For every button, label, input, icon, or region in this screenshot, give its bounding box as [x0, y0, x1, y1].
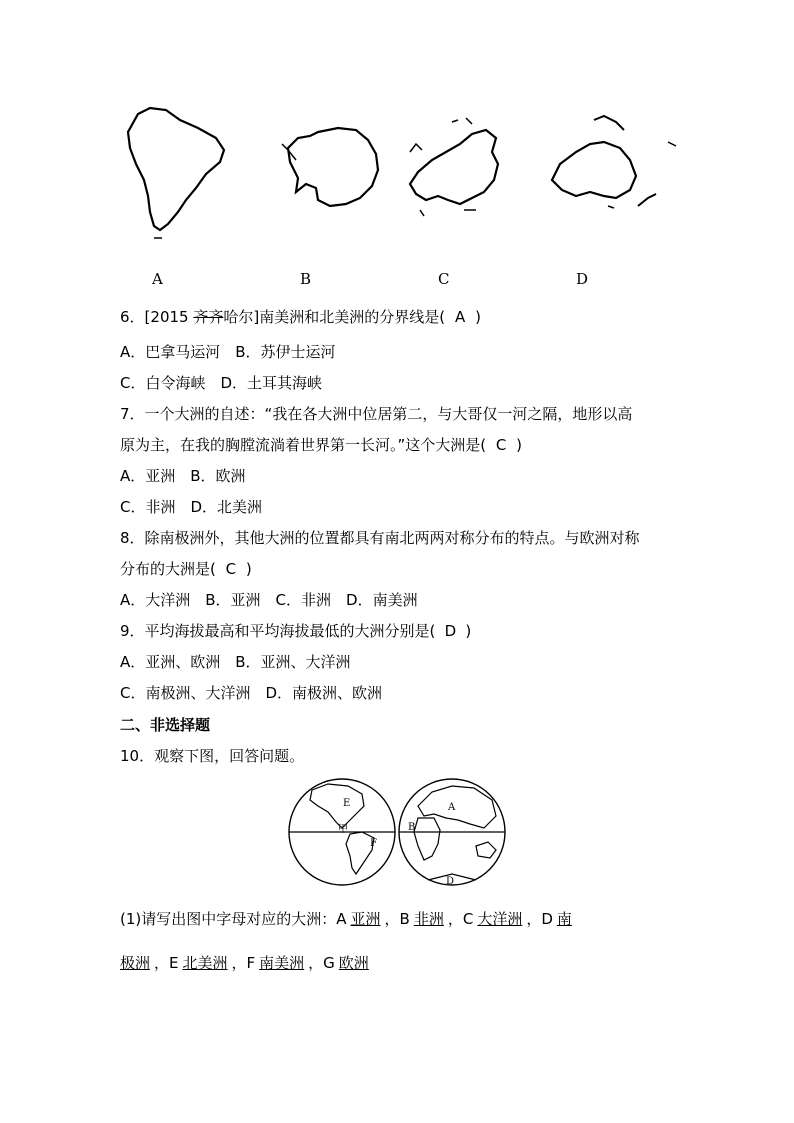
label-e: ，E	[154, 954, 179, 972]
q9-options-line2: C．南极洲、大洋洲 D．南极洲、欧洲	[120, 684, 383, 702]
australia-outline	[552, 142, 636, 198]
globe-label-d: D	[446, 876, 455, 887]
continent-outlines-svg	[120, 100, 682, 246]
q6-source-pre: [2015	[144, 308, 194, 326]
q6-close: )	[475, 308, 481, 326]
q9-stem-text: 9．平均海拔最高和平均海拔最低的大洲分别是(	[120, 622, 436, 640]
map-label-a: A	[152, 270, 163, 288]
q6-source-post: 哈尔]	[223, 308, 260, 326]
map-label-b: B	[300, 270, 312, 288]
label-c: ，C	[447, 910, 474, 928]
q9-stem	[120, 620, 471, 642]
q6-source-struck: 齐齐	[193, 308, 224, 326]
q9-answer: D	[444, 622, 457, 640]
q7-options-line1: A．亚洲 B．欧洲	[120, 467, 246, 485]
q7-close: )	[516, 436, 522, 454]
section-heading: 二、非选择题	[120, 716, 211, 734]
map-label-c: C	[438, 270, 450, 288]
q8-close: )	[245, 560, 252, 578]
blank-f: 南美洲	[259, 954, 305, 972]
q6-options-line2: C．白令海峡 D．土耳其海峡	[120, 374, 323, 392]
label-f: ，F	[231, 954, 256, 972]
q9-options-line1: A．亚洲、欧洲 B．亚洲、大洋洲	[120, 653, 351, 671]
q8-options-line1: A．大洋洲 B．亚洲 C．非洲 D．南美洲	[120, 591, 418, 609]
australia-shape	[476, 842, 496, 858]
q8-answer: C	[225, 560, 237, 578]
label-b: ，B	[384, 910, 410, 928]
q7-stem-line2	[120, 434, 522, 456]
globe-label-a: A	[448, 802, 456, 813]
q9-close: )	[465, 622, 472, 640]
hemispheres-svg	[288, 776, 506, 888]
globe-label-e: E	[343, 798, 351, 809]
blank-a: 亚洲	[350, 910, 381, 928]
north-america-shape	[310, 784, 364, 828]
africa-shape	[414, 818, 440, 860]
globe-label-f: F	[370, 838, 377, 849]
q10-stem: 10．观察下图，回答问题。	[120, 747, 305, 765]
q7-options-line2: C．非洲 D．北美洲	[120, 498, 263, 516]
q6-number: 6．	[120, 308, 145, 326]
blank-g: 欧洲	[338, 954, 369, 972]
q7-answer: C	[495, 436, 507, 454]
q7-stem-text: 原为主，在我的胸膛流淌着世界第一长河。”这个大洲是(	[120, 436, 487, 454]
label-g: ，G	[308, 954, 335, 972]
q6-options-line1: A．巴拿马运河 B．苏伊士运河	[120, 343, 336, 361]
europe-outline	[410, 130, 498, 204]
q7-stem-line1: 7．一个大洲的自述：“我在各大洲中位居第二，与大哥仅一河之隔，地形以高	[120, 405, 633, 423]
blank-e: 北美洲	[182, 954, 228, 972]
q6-stem-text: 南美洲和北美洲的分界线是(	[259, 308, 446, 326]
q8-stem-line2	[120, 558, 252, 580]
label-d: ，D	[526, 910, 553, 928]
blank-d-part1: 南	[556, 910, 572, 928]
antarctica-outline	[288, 128, 378, 206]
question-6-stem	[120, 306, 481, 328]
blank-d-part2: 极洲	[120, 954, 151, 972]
q6-answer: A	[454, 308, 466, 326]
q10-part1-intro: (1)请写出图中字母对应的大洲：A	[120, 910, 347, 928]
globe-label-jia: 甲	[338, 824, 348, 835]
q8-stem-text: 分布的大洲是(	[120, 560, 216, 578]
q10-part1-line2	[120, 952, 373, 974]
continent-outline-maps	[120, 100, 682, 246]
globe-label-b: B	[408, 822, 416, 833]
map-label-d: D	[576, 270, 589, 288]
q10-part1-line1	[120, 908, 576, 930]
south-america-outline	[128, 108, 224, 230]
blank-b: 非洲	[413, 910, 444, 928]
q8-stem-line1: 8．除南极洲外，其他大洲的位置都具有南北两两对称分布的特点。与欧洲对称	[120, 529, 640, 547]
eurasia-shape	[418, 786, 496, 828]
blank-c: 大洋洲	[477, 910, 523, 928]
hemispheres-figure	[288, 776, 506, 888]
